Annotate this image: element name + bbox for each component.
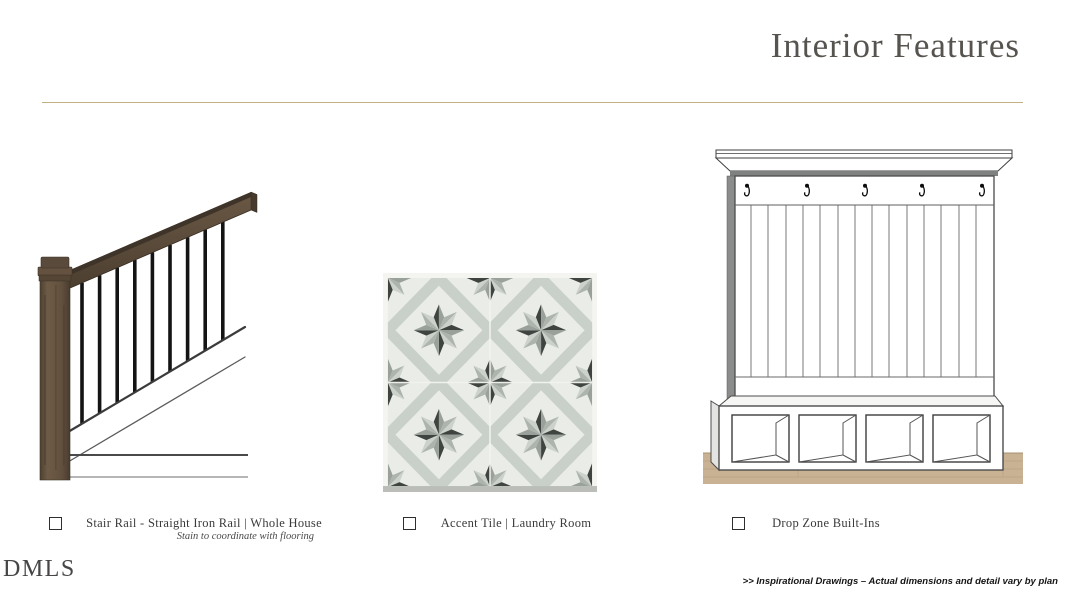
caption-accent-tile: Accent Tile | Laundry Room bbox=[440, 516, 592, 530]
checkbox-stair-rail[interactable] bbox=[49, 517, 62, 530]
checkbox-accent-tile[interactable] bbox=[403, 517, 416, 530]
stair-rail-drawing bbox=[35, 185, 325, 485]
caption-stair-rail-note: Stain to coordinate with flooring bbox=[176, 531, 314, 542]
builder-logo: DMLS bbox=[3, 556, 76, 582]
handrail bbox=[70, 192, 257, 288]
accent-tile-swatch bbox=[383, 273, 597, 492]
panel-left-side bbox=[727, 176, 735, 400]
crown-molding bbox=[716, 150, 1012, 176]
floor-lines bbox=[70, 455, 248, 477]
drop-zone-built-ins-drawing bbox=[703, 148, 1023, 484]
page-title: Interior Features bbox=[770, 26, 1020, 65]
caption-stair-rail: Stair Rail - Straight Iron Rail | Whole House bbox=[86, 516, 322, 530]
title-divider bbox=[42, 102, 1023, 103]
caption-drop-zone: Drop Zone Built-Ins bbox=[772, 516, 880, 530]
disclaimer-note: >> Inspirational Drawings – Actual dimensions and detail vary by plan bbox=[742, 576, 1058, 587]
newel-post bbox=[38, 257, 72, 480]
panel-frame bbox=[735, 176, 994, 400]
bench-cubbies bbox=[711, 396, 1003, 470]
stair-stringer-lines bbox=[68, 327, 245, 462]
checkbox-drop-zone[interactable] bbox=[732, 517, 745, 530]
